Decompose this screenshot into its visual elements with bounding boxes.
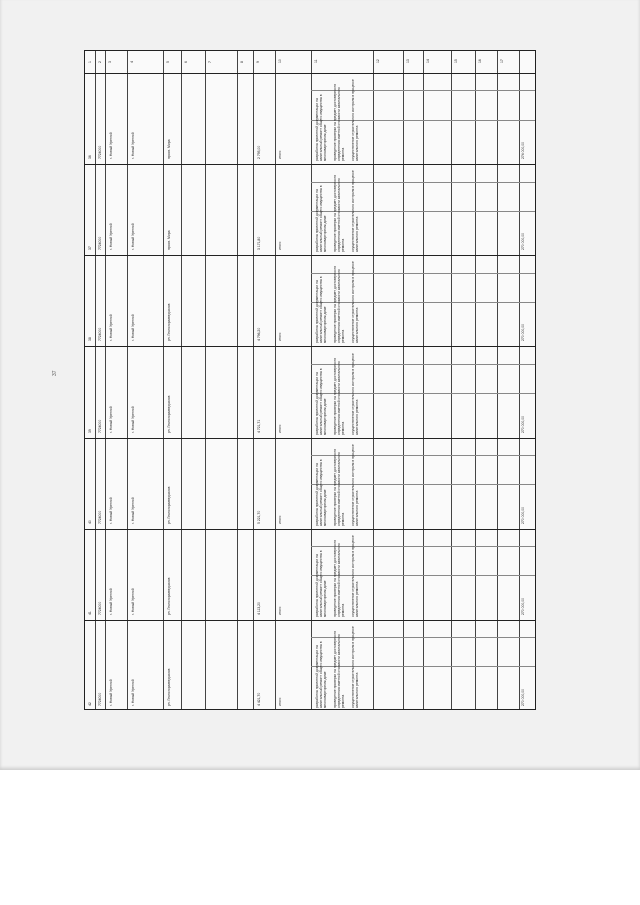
work-description: разработка проектной документации на капитальный ремонт общего имущества в многоквартирном доме xyxy=(315,185,327,253)
settlement: г. Новый Уренгой xyxy=(109,497,113,524)
work-description: осуществление строительного контроля в процессе капитального ремонта xyxy=(351,170,359,253)
okato-code: 7724000 xyxy=(98,145,102,160)
table-row xyxy=(85,73,535,164)
column-number: 1 xyxy=(88,61,92,63)
column-number: 10 xyxy=(278,59,282,63)
street-address: просп. Мира xyxy=(167,230,171,251)
settlement: г. Новый Уренгой xyxy=(131,679,135,706)
settlement: г. Новый Уренгой xyxy=(131,314,135,342)
column-number: 8 xyxy=(240,61,244,63)
work-description: проведение проверки на предмет достоверности определения сметной стоимости капитального ремонта xyxy=(333,174,345,253)
building-area: 4 796,20 xyxy=(257,328,261,342)
street-address: ул. Геологоразведчиков xyxy=(167,303,171,342)
work-total-label: итого xyxy=(278,333,282,342)
column-number: 5 xyxy=(166,61,170,63)
okato-code: 7724000 xyxy=(98,328,102,342)
table-row xyxy=(85,255,535,346)
row-number: 42 xyxy=(88,702,92,706)
settlement: г. Новый Уренгой xyxy=(109,405,113,433)
street-address: ул. Геологоразведчиков xyxy=(167,395,171,433)
table-row xyxy=(85,438,535,529)
table-row xyxy=(85,346,535,437)
column-number: 13 xyxy=(406,59,410,63)
row-number: 38 xyxy=(88,337,92,342)
okato-code: 7724000 xyxy=(98,419,102,433)
work-description: осуществление строительного контроля в процессе капитального ремонта xyxy=(351,261,359,344)
settlement: г. Новый Уренгой xyxy=(131,497,135,524)
row-total: 270 000,00 xyxy=(521,415,525,433)
blank-margin xyxy=(0,770,640,905)
column-number: 16 xyxy=(478,59,482,63)
settlement: г. Новый Уренгой xyxy=(109,223,113,251)
column-number: 3 xyxy=(108,61,112,63)
column-number: 15 xyxy=(454,59,458,63)
work-total-label: итого xyxy=(278,606,282,615)
work-description: осуществление строительного контроля в процессе капитального ремонта xyxy=(351,626,359,708)
work-description: осуществление строительного контроля в процессе капитального ремонта xyxy=(351,352,359,435)
work-description: осуществление строительного контроля в процессе капитального ремонта xyxy=(351,443,359,526)
row-total: 270 000,00 xyxy=(521,233,525,251)
okato-code: 7724000 xyxy=(98,692,102,706)
row-total: 270 000,00 xyxy=(521,506,525,524)
row-number: 37 xyxy=(88,246,92,251)
street-address: просп. Мира xyxy=(167,139,171,160)
work-description: разработка проектной документации на капитальный ремонт общего имущества в многоквартирном доме xyxy=(315,550,327,617)
building-area: 4 421,70 xyxy=(257,692,261,706)
work-description: разработка проектной документации на капитальный ремонт общего имущества в многоквартирном доме xyxy=(315,368,327,435)
building-area: 2 795,00 xyxy=(257,145,261,160)
rotated-budget-table xyxy=(84,50,536,710)
work-description: проведение проверки на предмет достоверности определения сметной стоимости капитального ремонта xyxy=(333,357,345,435)
work-description: проведение проверки на предмет достоверности определения сметной стоимости капитального ремонта xyxy=(333,448,345,526)
column-number: 12 xyxy=(376,59,380,63)
street-address: ул. Геологоразведчиков xyxy=(167,668,171,706)
column-number: 9 xyxy=(256,61,260,63)
work-total-label: итого xyxy=(278,150,282,160)
work-total-label: итого xyxy=(278,697,282,706)
column-number: 2 xyxy=(98,61,102,63)
table-row xyxy=(85,620,535,711)
work-description: проведение проверки на предмет достоверности определения сметной стоимости капитального ремонта xyxy=(333,266,345,344)
building-area: 5 221,70 xyxy=(257,510,261,524)
okato-code: 7724000 xyxy=(98,510,102,524)
row-number: 40 xyxy=(88,519,92,524)
building-area: 4 721,71 xyxy=(257,419,261,433)
work-description: проведение проверки на предмет достоверности определения сметной стоимости капитального ремонта xyxy=(333,83,345,162)
row-total: 270 000,00 xyxy=(521,324,525,342)
work-description: осуществление строительного контроля в процессе капитального ремонта xyxy=(351,535,359,617)
work-description: разработка проектной документации на капитальный ремонт общего имущества в многоквартирном доме xyxy=(315,641,327,708)
building-area: 4 113,20 xyxy=(257,601,261,615)
settlement: г. Новый Уренгой xyxy=(109,314,113,342)
settlement: г. Новый Уренгой xyxy=(109,132,113,160)
row-number: 41 xyxy=(88,611,92,615)
okato-code: 7724000 xyxy=(98,601,102,615)
work-description: проведение проверки на предмет достоверности определения сметной стоимости капитального ремонта xyxy=(333,539,345,617)
okato-code: 7724000 xyxy=(98,237,102,251)
row-total: 274 000,00 xyxy=(521,142,525,160)
column-number: 17 xyxy=(500,59,504,63)
street-address: ул. Геологоразведчиков xyxy=(167,486,171,524)
table-row xyxy=(85,164,535,255)
table-row xyxy=(85,529,535,620)
street-address: ул. Геологоразведчиков xyxy=(167,577,171,615)
work-description: разработка проектной документации на капитальный ремонт общего имущества в многоквартирном доме xyxy=(315,459,327,526)
work-description: проведение проверки на предмет достоверности определения сметной стоимости капитального ремонта xyxy=(333,630,345,708)
column-number: 4 xyxy=(130,61,134,63)
work-total-label: итого xyxy=(278,424,282,433)
settlement: г. Новый Уренгой xyxy=(131,588,135,615)
work-description: разработка проектной документации на капитальный ремонт общего имущества в многоквартирном доме xyxy=(315,276,327,344)
settlement: г. Новый Уренгой xyxy=(131,223,135,251)
row-total: 270 000,00 xyxy=(521,689,525,706)
column-number: 11 xyxy=(314,59,318,63)
column-number: 6 xyxy=(184,61,188,63)
row-total: 270 000,00 xyxy=(521,597,525,615)
settlement: г. Новый Уренгой xyxy=(109,679,113,706)
work-description: разработка проектной документации на капитальный ремонт общего имущества в многоквартирном доме xyxy=(315,94,327,162)
row-number: 39 xyxy=(88,428,92,433)
settlement: г. Новый Уренгой xyxy=(109,588,113,615)
work-total-label: итого xyxy=(278,515,282,524)
settlement: г. Новый Уренгой xyxy=(131,405,135,433)
column-number: 7 xyxy=(208,61,212,63)
work-description: осуществление строительного контроля в процессе капитального ремонта xyxy=(351,79,359,162)
settlement: г. Новый Уренгой xyxy=(131,132,135,160)
building-area: 3 171,80 xyxy=(257,237,261,251)
column-number: 14 xyxy=(426,59,430,63)
row-number: 36 xyxy=(88,155,92,160)
page-number: 37 xyxy=(52,370,58,376)
work-total-label: итого xyxy=(278,241,282,251)
